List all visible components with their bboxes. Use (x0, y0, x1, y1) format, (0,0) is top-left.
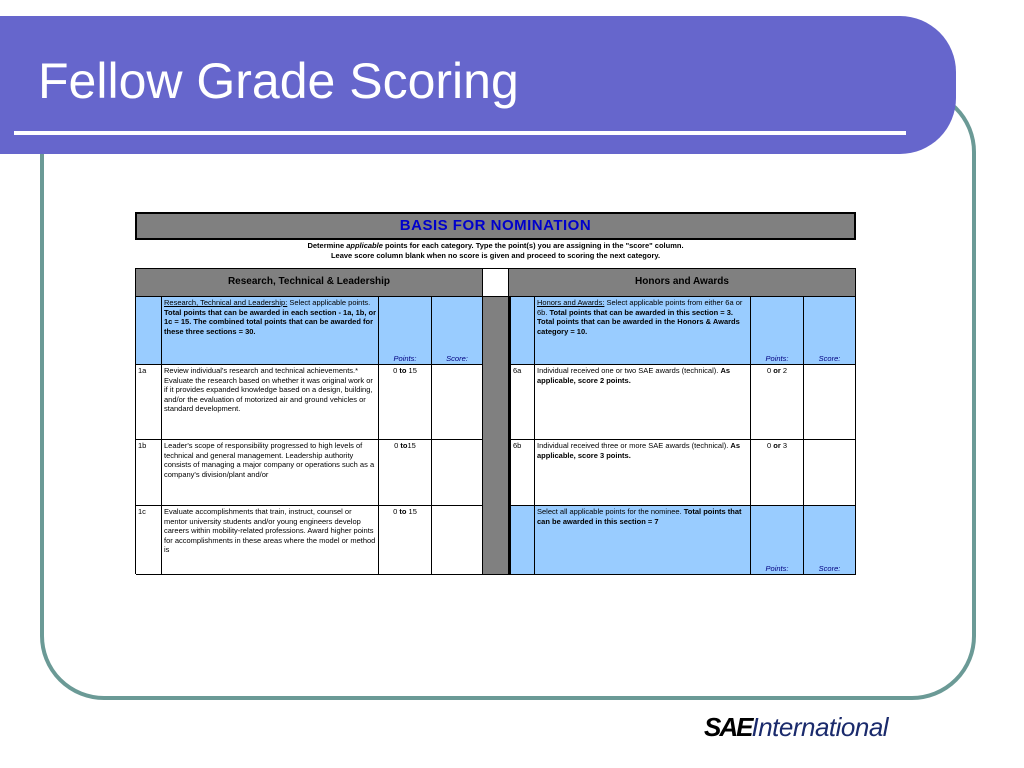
row-1b-pts-from: 0 (394, 441, 401, 450)
left-intro-plain: Select applicable points. (287, 298, 371, 307)
row-1c-text: Evaluate accomplishments that train, instruct, counsel or mentor university students and/or young engineers develop careers within mobility-related professions. Award higher points for accomplishments in these areas where the model or method is (162, 506, 379, 575)
sae-international-logo (704, 712, 888, 748)
row-1c-pts-from: 0 (393, 507, 400, 516)
left-intro-id (136, 297, 162, 365)
row-1c-score[interactable] (432, 506, 483, 575)
basis-banner (135, 212, 856, 240)
row-1a-points (379, 365, 432, 440)
row-1c-pts-to: 15 (406, 507, 417, 516)
right-intro-id (509, 297, 535, 365)
row-1a-pts-to: 15 (406, 366, 417, 375)
instructions-line-1 (135, 241, 856, 251)
row-6b-pts-join: or (773, 441, 781, 450)
spacer-column-fill (483, 297, 509, 575)
row-6a-id: 6a (509, 365, 535, 440)
spacer-header (483, 269, 509, 297)
left-points-header (379, 297, 432, 365)
right-points-label: Points: (765, 353, 789, 363)
instr-post: points for each category. Type the point(s) you are assigning in the "score" column. (382, 241, 684, 250)
scoring-sheet (135, 212, 856, 574)
row-6a-pts-from: 0 (766, 366, 774, 375)
right-footer-score-label: Score: (818, 563, 841, 573)
row-1a-pts-from: 0 (393, 366, 400, 375)
logo-suffix: International (751, 712, 889, 742)
right-footer-points (751, 506, 804, 575)
right-score-label: Score: (818, 353, 841, 363)
row-1b-pts-join: to (400, 441, 408, 450)
row-6b-pts-to: 3 (780, 441, 788, 450)
row-1b-pts-to: 15 (407, 441, 416, 450)
row-6a-text-plain: Individual received one or two SAE awards (technical). (537, 366, 721, 375)
left-points-label: Points: (393, 353, 417, 363)
right-score-header (804, 297, 856, 365)
row-6b-text (535, 440, 751, 506)
right-footer-score (804, 506, 856, 575)
row-6a-pts-join: or (773, 366, 781, 375)
row-6b-pts-from: 0 (766, 441, 774, 450)
right-footer-points-label: Points: (765, 563, 789, 573)
row-1a-pts-join: to (399, 366, 407, 375)
instr-em: applicable (346, 241, 383, 250)
right-points-header (751, 297, 804, 365)
row-1a-score[interactable] (432, 365, 483, 440)
row-6a-score[interactable] (804, 365, 856, 440)
scoring-grid (135, 268, 856, 574)
right-intro-text (535, 297, 751, 365)
logo-brand: SAE (704, 712, 752, 742)
right-section-header: Honors and Awards (509, 269, 856, 297)
row-6a-pts-to: 2 (780, 366, 788, 375)
row-6b-text-plain: Individual received three or more SAE awards (technical). (537, 441, 731, 450)
left-intro-underlined: Research, Technical and Leadership: (164, 298, 288, 307)
row-1b-score[interactable] (432, 440, 483, 506)
right-footer-id (509, 506, 535, 575)
left-section-header: Research, Technical & Leadership (136, 269, 483, 297)
left-score-header (432, 297, 483, 365)
instructions (135, 240, 856, 266)
slide-title: Fellow Grade Scoring (38, 53, 519, 109)
right-intro-bold: Total points that can be awarded in this section = 3. Total points that can be awarded in the Honors & Awards category = 10. (537, 307, 740, 336)
basis-banner-text: BASIS FOR NOMINATION (399, 217, 592, 234)
row-6a-points (751, 365, 804, 440)
left-intro-bold: Total points that can be awarded in each section - 1a, 1b, or 1c = 15. The combined total points that can be awarded for these three sections = 30. (164, 307, 376, 336)
row-1b-points (379, 440, 432, 506)
row-6a-text (535, 365, 751, 440)
right-footer-text (535, 506, 751, 575)
right-intro-underlined: Honors and Awards: (537, 298, 605, 307)
right-footer-bold: Total points that can be awarded in this section = 7 (537, 507, 742, 526)
row-1a-text: Review individual's research and technical achievements.* Evaluate the research based on whether it was original work or if it provides expanded knowledge based on a design, building, and/or the evaluation of motorized air and ground vehicles or standard development. (162, 365, 379, 440)
row-1b-text: Leader's scope of responsibility progressed to high levels of technical and general management. Leadership authority consists of managing a major company or operations such as a company's division/plant and/or (162, 440, 379, 506)
row-6b-id: 6b (509, 440, 535, 506)
instructions-line-2: Leave score column blank when no score is given and proceed to scoring the next category. (330, 251, 661, 260)
row-1a-id: 1a (136, 365, 162, 440)
row-1b-id: 1b (136, 440, 162, 506)
row-6b-text-bold: As applicable, score 3 points. (537, 441, 741, 460)
instr-pre: Determine (307, 241, 347, 250)
row-6a-text-bold: As applicable, score 2 points. (537, 366, 731, 385)
left-intro-text (162, 297, 379, 365)
row-6b-score[interactable] (804, 440, 856, 506)
right-footer-plain: Select all applicable points for the nominee. (537, 507, 684, 516)
row-1c-id: 1c (136, 506, 162, 575)
title-underline (14, 131, 906, 135)
right-intro-plain: Select applicable points from either 6a or 6b. (537, 298, 743, 317)
row-6b-points (751, 440, 804, 506)
row-1c-pts-join: to (399, 507, 407, 516)
left-score-label: Score: (446, 353, 468, 363)
row-1c-points (379, 506, 432, 575)
